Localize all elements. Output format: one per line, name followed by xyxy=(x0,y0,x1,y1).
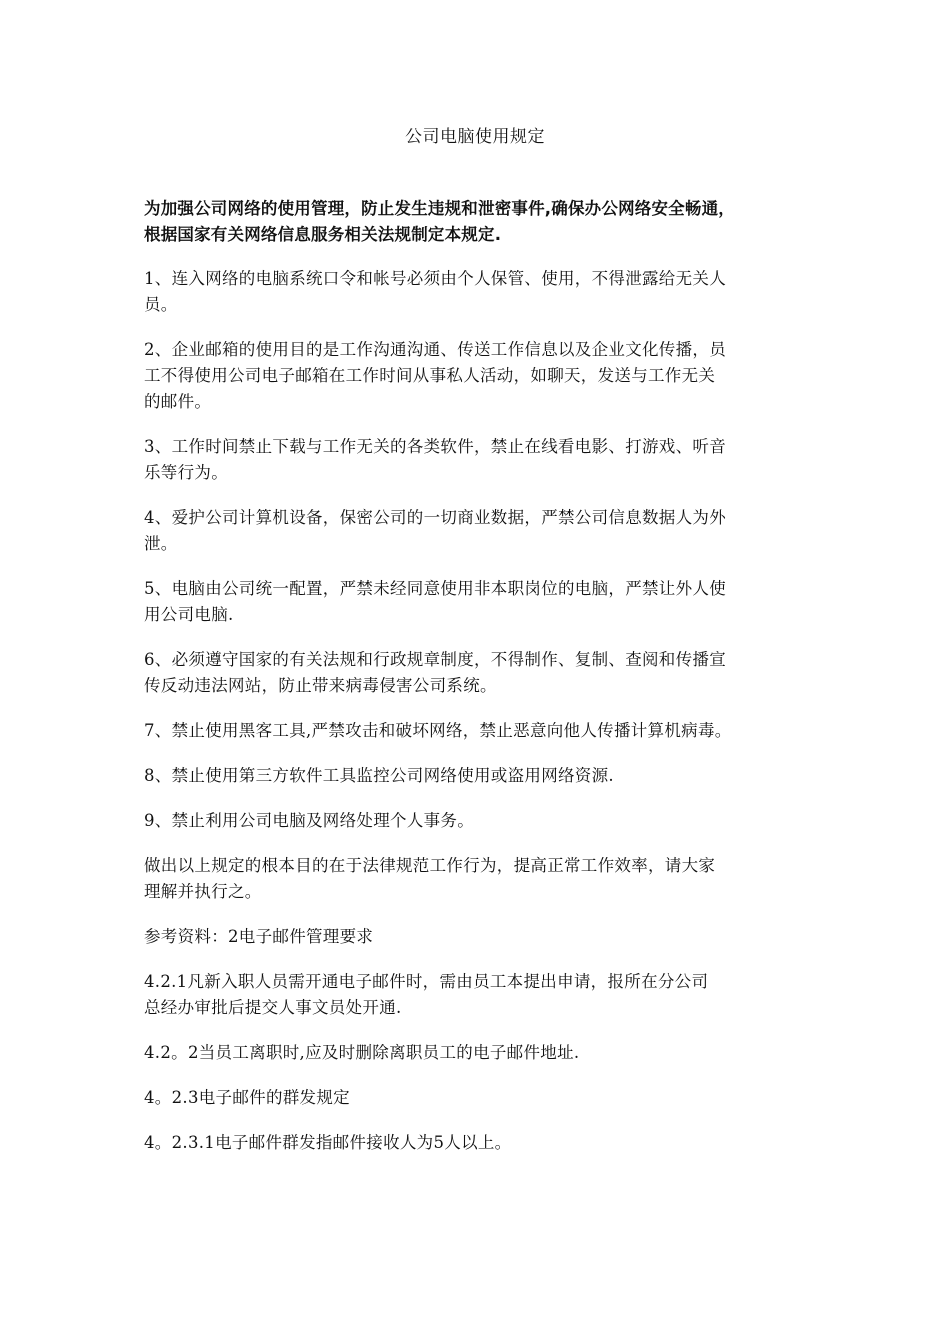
paragraph-line: 泄。 xyxy=(144,534,178,553)
email-rule-4-2-2 xyxy=(144,1040,814,1066)
reference-heading xyxy=(144,924,814,950)
paragraph-line: 的邮件。 xyxy=(144,392,212,411)
paragraph-line: 用公司电脑. xyxy=(144,605,234,624)
rule-paragraph-8 xyxy=(144,763,814,789)
paragraph-line: 理解并执行之。 xyxy=(144,882,262,901)
rule-paragraph-9 xyxy=(144,808,814,834)
intro-line: 为加强公司网络的使用管理，防止发生违规和泄密事件,确保办公网络安全畅通， xyxy=(144,199,735,218)
document-title: 公司电脑使用规定 xyxy=(405,127,545,147)
email-rule-4-2-3-1 xyxy=(144,1130,814,1156)
paragraph-line: 4.2。2当员工离职时,应及时删除离职员工的电子邮件地址. xyxy=(144,1043,580,1062)
paragraph-line: 4。2.3.1电子邮件群发指邮件接收人为5人以上。 xyxy=(144,1133,512,1152)
paragraph-line: 4。2.3电子邮件的群发规定 xyxy=(144,1088,350,1107)
paragraph-line: 工不得使用公司电子邮箱在工作时间从事私人活动，如聊天，发送与工作无关 xyxy=(144,366,716,385)
rule-paragraph-1 xyxy=(144,266,814,318)
paragraph-line: 2、企业邮箱的使用目的是工作沟通沟通、传送工作信息以及企业文化传播，员 xyxy=(144,340,726,359)
paragraph-line: 4.2.1凡新入职人员需开通电子邮件时，需由员工本提出申请，报所在分公司 xyxy=(144,972,709,991)
paragraph-line: 传反动违法网站，防止带来病毒侵害公司系统。 xyxy=(144,676,497,695)
email-rule-4-2-3 xyxy=(144,1085,814,1111)
paragraph-line: 1、连入网络的电脑系统口令和帐号必须由个人保管、使用，不得泄露给无关人 xyxy=(144,269,726,288)
paragraph-line: 乐等行为。 xyxy=(144,463,228,482)
rule-paragraph-4 xyxy=(144,505,814,557)
paragraph-line: 3、工作时间禁止下载与工作无关的各类软件，禁止在线看电影、打游戏、听音 xyxy=(144,437,726,456)
rule-paragraph-5 xyxy=(144,576,814,628)
intro-line: 根据国家有关网络信息服务相关法规制定本规定. xyxy=(144,225,502,244)
paragraph-line: 员。 xyxy=(144,295,178,314)
rule-paragraph-7 xyxy=(144,718,814,744)
rule-paragraph-2 xyxy=(144,337,814,415)
document-body xyxy=(144,196,814,1175)
email-rule-4-2-1 xyxy=(144,969,814,1021)
rule-paragraph-6 xyxy=(144,647,814,699)
paragraph-line: 4、爱护公司计算机设备，保密公司的一切商业数据，严禁公司信息数据人为外 xyxy=(144,508,726,527)
paragraph-line: 做出以上规定的根本目的在于法律规范工作行为，提高正常工作效率，请大家 xyxy=(144,856,716,875)
intro-paragraph xyxy=(144,196,814,248)
paragraph-line: 参考资料：2电子邮件管理要求 xyxy=(144,927,374,946)
paragraph-line: 总经办审批后提交人事文员处开通. xyxy=(144,998,402,1017)
paragraph-line: 8、禁止使用第三方软件工具监控公司网络使用或盗用网络资源. xyxy=(144,766,614,785)
paragraph-line: 7、禁止使用黑客工具,严禁攻击和破坏网络，禁止恶意向他人传播计算机病毒。 xyxy=(144,721,732,740)
paragraph-line: 5、电脑由公司统一配置，严禁未经同意使用非本职岗位的电脑，严禁让外人使 xyxy=(144,579,726,598)
rule-paragraph-3 xyxy=(144,434,814,486)
paragraph-line: 9、禁止利用公司电脑及网络处理个人事务。 xyxy=(144,811,474,830)
closing-paragraph xyxy=(144,853,814,905)
paragraph-line: 6、必须遵守国家的有关法规和行政规章制度，不得制作、复制、查阅和传播宣 xyxy=(144,650,726,669)
